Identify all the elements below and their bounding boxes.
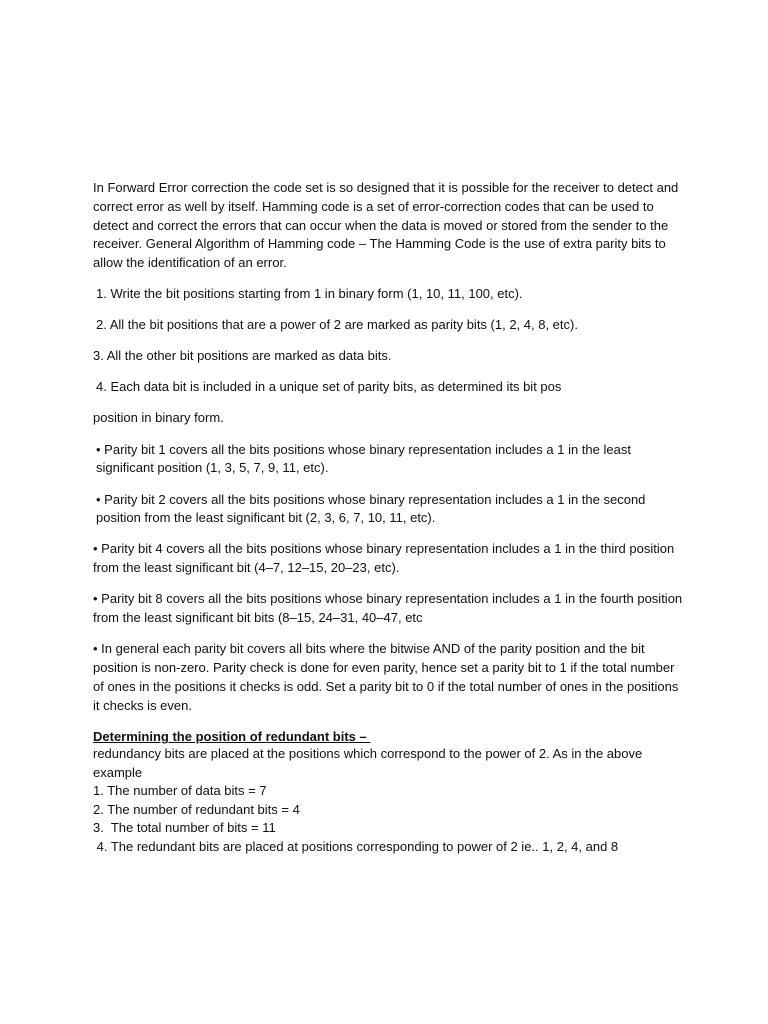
bullet-parity-2: • Parity bit 2 covers all the bits positions whose binary representation includes a 1 in the second position from the least significant bit (2, 3, 6, 7, 10, 11, etc). xyxy=(96,491,646,526)
step-4-continued: position in binary form. xyxy=(93,410,224,426)
fact-total-bits: 3. The total number of bits = 11 xyxy=(93,820,276,836)
intro-paragraph: In Forward Error correction the code set is so designed that it is possible for the receiver to detect and correct error as well by itself. Hamming code is a set of error-correction codes that can be used to detect and correct the errors that can occur when the data is moved or stored from the sender to the receiver. General Algorithm of Hamming code – The Hamming Code is the use of extra parity bits to allow the identification of an error. xyxy=(93,180,679,271)
document-page xyxy=(93,179,683,856)
fact-redundant-bits: 2. The number of redundant bits = 4 xyxy=(93,801,300,817)
bullet-parity-4: • Parity bit 4 covers all the bits positions whose binary representation includes a 1 in the third position from the least significant bit (4–7, 12–15, 20–23, etc). xyxy=(93,541,675,576)
section-heading: Determining the position of redundant bits – xyxy=(93,729,371,745)
step-2: 2. All the bit positions that are a power of 2 are marked as parity bits (1, 2, 4, 8, etc). xyxy=(96,316,578,332)
step-3: 3. All the other bit positions are marked as data bits. xyxy=(93,347,392,363)
step-1: 1. Write the bit positions starting from 1 in binary form (1, 10, 11, 100, etc). xyxy=(96,285,523,301)
bullet-parity-8: • Parity bit 8 covers all the bits positions whose binary representation includes a 1 in the fourth position from the least significant bit bits (8–15, 24–31, 40–47, etc xyxy=(93,591,683,626)
step-4: 4. Each data bit is included in a unique set of parity bits, as determined its bit pos xyxy=(96,379,562,395)
bullet-parity-1: • Parity bit 1 covers all the bits positions whose binary representation includes a 1 in the least significant position (1, 3, 5, 7, 9, 11, etc). xyxy=(96,441,631,476)
redundant-intro: redundancy bits are placed at the positions which correspond to the power of 2. As in the above example xyxy=(93,746,643,780)
fact-data-bits: 1. The number of data bits = 7 xyxy=(93,783,267,799)
bullet-general: • In general each parity bit covers all bits where the bitwise AND of the parity position and the bit position is non-zero. Parity check is done for even parity, hence set a parity bit to 1 if the total number of ones in the positions it checks is odd. Set a parity bit to 0 if the total number of ones in the positions it checks is even. xyxy=(93,641,679,713)
fact-redundant-positions: 4. The redundant bits are placed at positions corresponding to power of 2 ie.. 1, 2, 4, and 8 xyxy=(93,838,619,854)
